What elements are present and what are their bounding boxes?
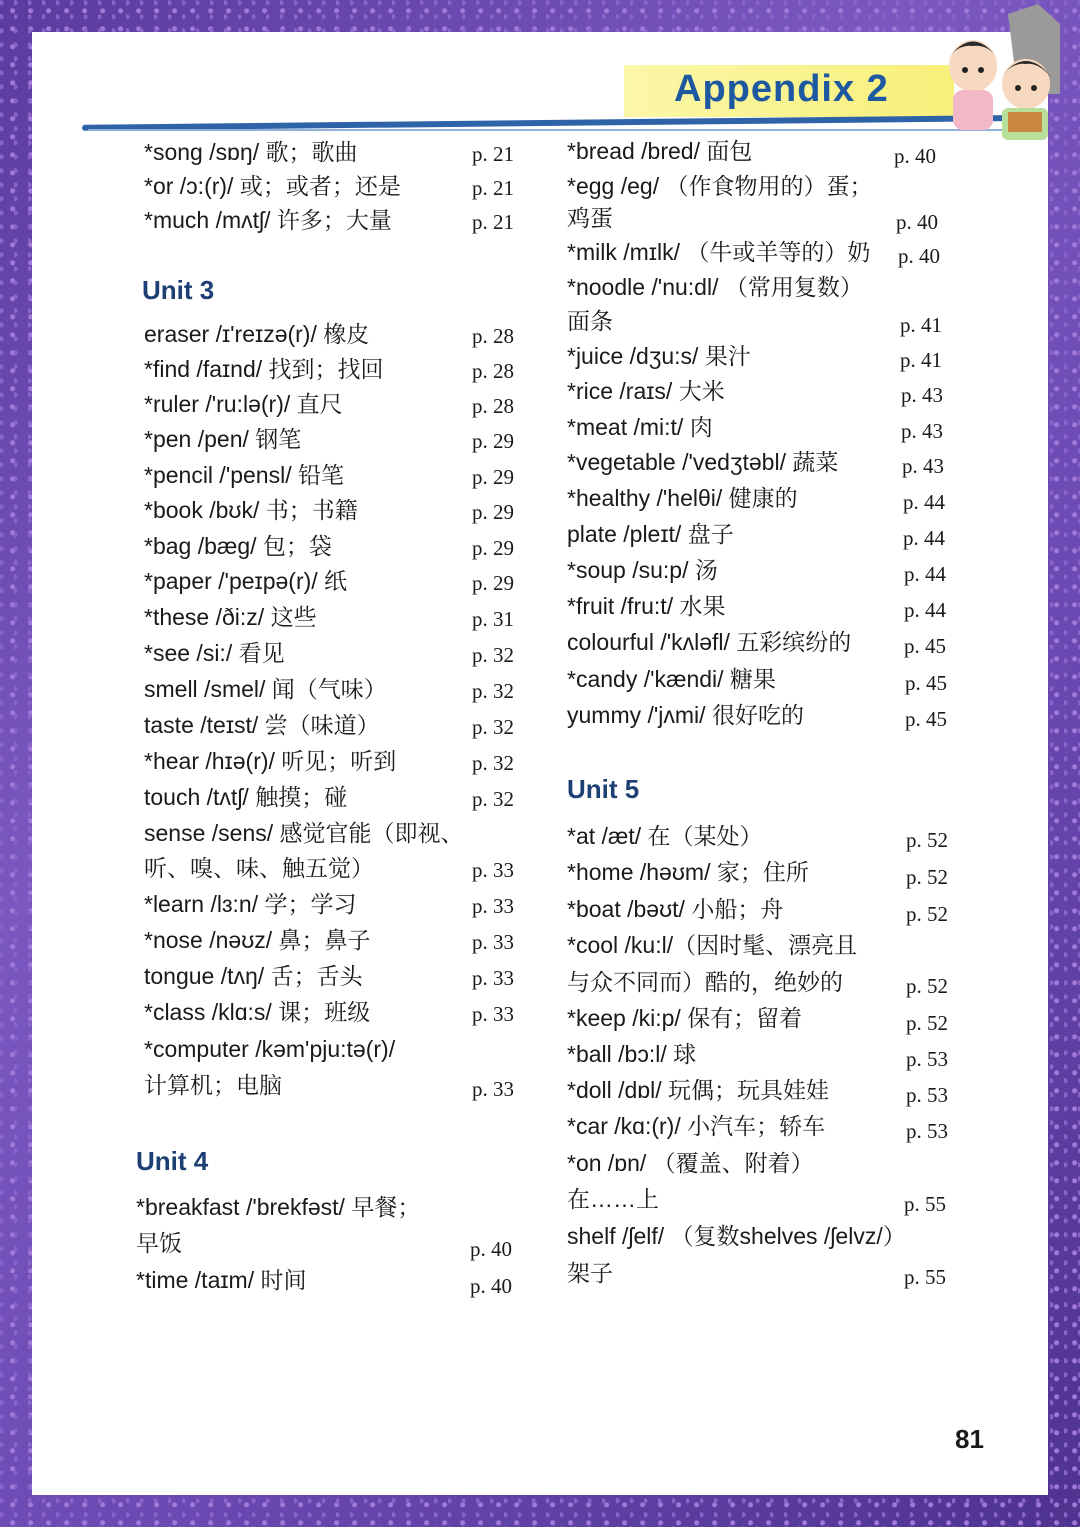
list-item: *hear /hɪə(r)/ 听见；听到 [144, 748, 397, 774]
list-item: *computer /kəm'pju:tə(r)/ [144, 1036, 396, 1062]
page-ref: p. 32 [472, 715, 514, 739]
page-ref: p. 41 [900, 348, 942, 372]
list-item: *meat /mi:t/ 肉 [567, 414, 713, 440]
page-ref: p. 31 [472, 607, 514, 631]
page-ref: p. 52 [906, 1011, 948, 1035]
page-ref: p. 33 [472, 966, 514, 990]
page-ref: p. 29 [472, 500, 514, 524]
unit-heading: Unit 4 [136, 1146, 209, 1176]
page-ref: p. 29 [472, 536, 514, 560]
list-item: *ruler /'ru:lə(r)/ 直尺 [144, 391, 343, 417]
list-item: *song /sɒŋ/ 歌；歌曲 [144, 139, 358, 165]
list-item: *soup /su:p/ 汤 [567, 557, 718, 583]
list-item: tongue /tʌŋ/ 舌；舌头 [144, 963, 363, 989]
cartoon-children-icon [938, 4, 1060, 140]
page-ref: p. 29 [472, 465, 514, 489]
list-item: *boat /bəʊt/ 小船；舟 [567, 896, 784, 922]
list-item: *much /mʌtʃ/ 许多；大量 [144, 207, 392, 233]
page-ref: p. 53 [906, 1119, 948, 1143]
page-ref: p. 45 [904, 634, 946, 658]
list-item: *milk /mɪlk/ （牛或羊等的）奶 [567, 239, 871, 265]
list-item: *or /ɔ:(r)/ 或；或者；还是 [144, 173, 401, 199]
page-ref: p. 28 [472, 324, 514, 348]
page-ref: p. 33 [472, 1077, 514, 1101]
list-item: *doll /dɒl/ 玩偶；玩具娃娃 [567, 1077, 830, 1103]
page-ref: p. 33 [472, 1002, 514, 1026]
page-ref: p. 29 [472, 571, 514, 595]
list-item: 架子 [567, 1260, 613, 1286]
list-item: *class /klɑ:s/ 课；班级 [144, 999, 371, 1025]
list-item: *car /kɑ:(r)/ 小汽车；轿车 [567, 1113, 826, 1139]
list-item: *ball /bɔ:l/ 球 [567, 1041, 697, 1067]
page-ref: p. 44 [903, 490, 945, 514]
list-item: *healthy /'helθi/ 健康的 [567, 485, 798, 511]
list-item: colourful /'kʌləfl/ 五彩缤纷的 [567, 629, 852, 655]
page-ref: p. 52 [906, 865, 948, 889]
page-ref: p. 52 [906, 974, 948, 998]
list-item: *fruit /fru:t/ 水果 [567, 593, 726, 619]
page-ref: p. 44 [904, 598, 946, 622]
page-ref: p. 45 [905, 671, 947, 695]
page-ref: p. 53 [906, 1047, 948, 1071]
appendix-page [32, 32, 1048, 1495]
page-ref: p. 41 [900, 313, 942, 337]
list-item: 听、嗅、味、触五觉） [144, 855, 374, 881]
list-item: *rice /raɪs/ 大米 [567, 378, 725, 404]
page-ref: p. 21 [472, 142, 514, 166]
list-item: plate /pleɪt/ 盘子 [567, 521, 734, 547]
page-ref: p. 29 [472, 429, 514, 453]
list-item: 早饭 [136, 1230, 182, 1256]
page-ref: p. 21 [472, 210, 514, 234]
list-item: *pen /pen/ 钢笔 [144, 426, 302, 452]
page-ref: p. 32 [472, 751, 514, 775]
list-item: smell /smel/ 闻（气味） [144, 676, 387, 702]
page-ref: p. 52 [906, 828, 948, 852]
list-item: *paper /'peɪpə(r)/ 纸 [144, 568, 348, 594]
list-item: *these /ði:z/ 这些 [144, 604, 317, 630]
page-ref: p. 40 [894, 144, 936, 168]
list-item: 与众不同而）酷的，绝妙的 [567, 969, 843, 995]
page-ref: p. 28 [472, 394, 514, 418]
page-ref: p. 21 [472, 176, 514, 200]
list-item: *home /həʊm/ 家；住所 [567, 859, 809, 885]
page-ref: p. 45 [905, 707, 947, 731]
list-item: 在……上 [567, 1186, 659, 1212]
list-item: *book /bʊk/ 书；书籍 [144, 497, 358, 523]
list-item: eraser /ɪ'reɪzə(r)/ 橡皮 [144, 321, 370, 347]
list-item: 面条 [567, 308, 613, 334]
list-item: 计算机；电脑 [144, 1072, 282, 1098]
page-ref: p. 55 [904, 1192, 946, 1216]
page-ref: p. 52 [906, 902, 948, 926]
page-ref: p. 33 [472, 894, 514, 918]
page-title: Appendix 2 [674, 68, 889, 110]
list-item: *cool /ku:l/（因时髦、漂亮且 [567, 932, 858, 958]
page-ref: p. 55 [904, 1265, 946, 1289]
unit-heading: Unit 5 [567, 774, 640, 804]
list-item: *learn /lɜ:n/ 学；学习 [144, 891, 357, 917]
list-item: *time /taɪm/ 时间 [136, 1267, 307, 1293]
page-ref: p. 32 [472, 679, 514, 703]
list-item: touch /tʌtʃ/ 触摸；碰 [144, 784, 348, 810]
list-item: *candy /'kændi/ 糖果 [567, 666, 776, 692]
list-item: *breakfast /'brekfəst/ 早餐； [136, 1194, 421, 1220]
list-item: *juice /dʒu:s/ 果汁 [567, 343, 751, 369]
page-ref: p. 43 [902, 454, 944, 478]
page-number: 81 [955, 1424, 984, 1454]
page-ref: p. 40 [470, 1237, 512, 1261]
list-item: *egg /eg/ （作食物用的）蛋； [567, 173, 873, 199]
list-item: 鸡蛋 [567, 205, 613, 231]
page-ref: p. 44 [903, 526, 945, 550]
list-item: *noodle /'nu:dl/ （常用复数） [567, 274, 863, 300]
page-ref: p. 43 [901, 383, 943, 407]
list-item: taste /teɪst/ 尝（味道） [144, 712, 380, 738]
list-item: *on /ɒn/ （覆盖、附着） [567, 1150, 814, 1176]
page-ref: p. 32 [472, 643, 514, 667]
list-item: shelf /ʃelf/ （复数shelves /ʃelvz/） [567, 1223, 906, 1249]
list-item: *pencil /'pensl/ 铅笔 [144, 462, 344, 488]
list-item: *nose /nəʊz/ 鼻；鼻子 [144, 927, 371, 953]
page-ref: p. 32 [472, 787, 514, 811]
page-ref: p. 40 [898, 244, 940, 268]
unit-heading: Unit 3 [142, 275, 215, 305]
page-ref: p. 28 [472, 359, 514, 383]
list-item: *keep /ki:p/ 保有；留着 [567, 1005, 803, 1031]
list-item: yummy /'jʌmi/ 很好吃的 [567, 702, 804, 728]
page-ref: p. 44 [904, 562, 946, 586]
list-item: sense /sens/ 感觉官能（即视、 [144, 820, 464, 846]
list-item: *at /æt/ 在（某处） [567, 823, 763, 849]
list-item: *find /faɪnd/ 找到；找回 [144, 356, 384, 382]
page-ref: p. 33 [472, 930, 514, 954]
page-ref: p. 40 [896, 210, 938, 234]
list-item: *vegetable /'vedʒtəbl/ 蔬菜 [567, 449, 839, 475]
page-ref: p. 40 [470, 1274, 512, 1298]
page-ref: p. 43 [901, 419, 943, 443]
list-item: *bread /bred/ 面包 [567, 138, 753, 164]
page-ref: p. 33 [472, 858, 514, 882]
header-rule-light [88, 129, 1004, 131]
page-ref: p. 53 [906, 1083, 948, 1107]
list-item: *see /si:/ 看见 [144, 640, 285, 666]
list-item: *bag /bæg/ 包；袋 [144, 533, 332, 559]
